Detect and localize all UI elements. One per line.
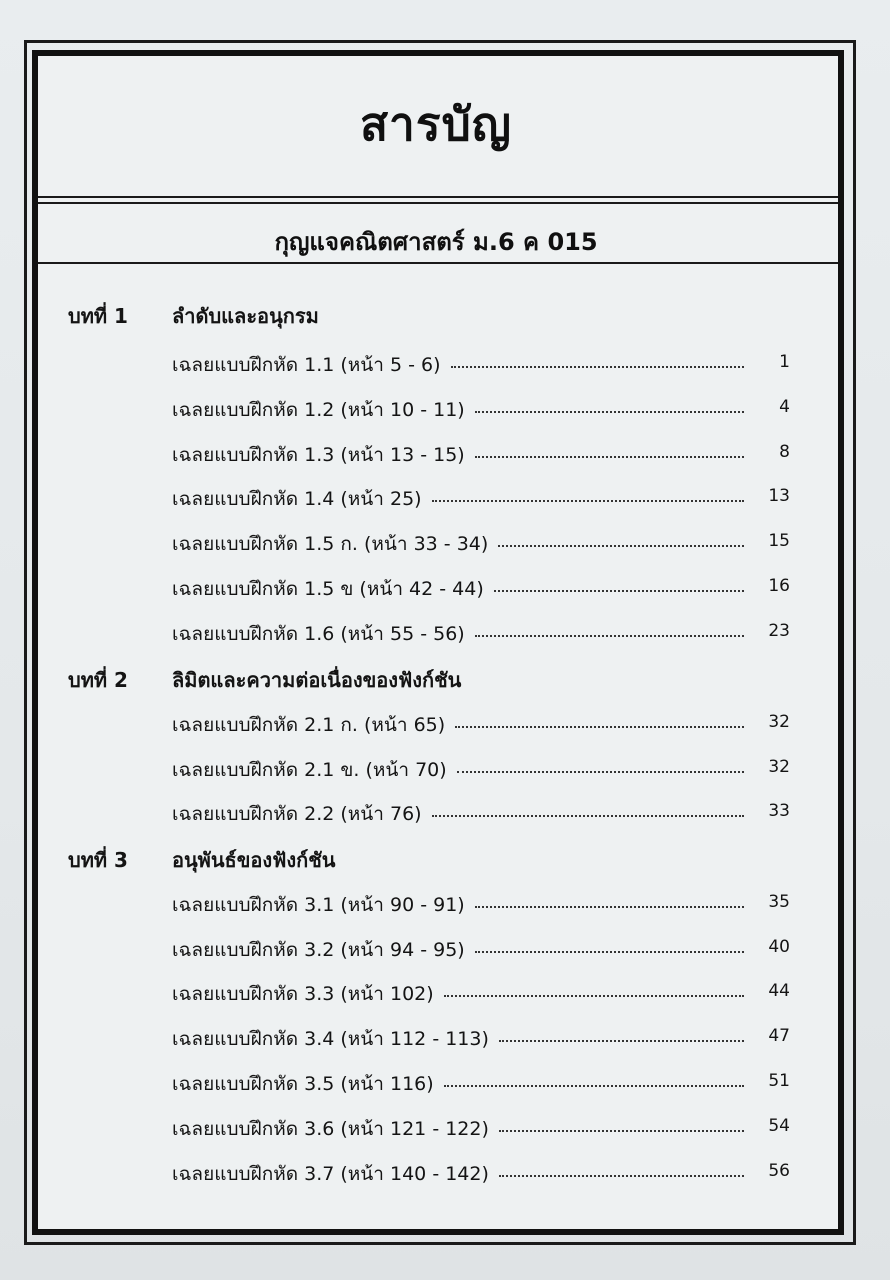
entry-page-number: 32 xyxy=(768,757,790,777)
dot-leader xyxy=(444,995,744,997)
dot-leader xyxy=(499,1175,744,1177)
dot-leader xyxy=(455,726,744,728)
chapter-number: บทที่ 1 xyxy=(68,304,128,328)
book-subtitle: กุญแจคณิตศาสตร์ ม.6 ค 015 xyxy=(274,228,598,256)
toc-entry xyxy=(172,979,790,1009)
dot-leader xyxy=(475,456,744,458)
dot-leader xyxy=(444,1085,744,1087)
entry-label: เฉลยแบบฝึกหัด 1.6 (หน้า 55 - 56) xyxy=(172,623,465,645)
entry-page-number: 13 xyxy=(768,486,790,506)
entry-label: เฉลยแบบฝึกหัด 3.7 (หน้า 140 - 142) xyxy=(172,1163,489,1185)
dot-leader xyxy=(475,951,744,953)
toc-entry xyxy=(172,574,790,604)
entry-page-number: 44 xyxy=(768,981,790,1001)
dot-leader xyxy=(432,500,744,502)
entry-label: เฉลยแบบฝึกหัด 3.4 (หน้า 112 - 113) xyxy=(172,1028,489,1050)
toc-entry xyxy=(172,395,790,425)
dot-leader xyxy=(475,635,744,637)
toc-entry xyxy=(172,890,790,920)
entry-label: เฉลยแบบฝึกหัด 3.2 (หน้า 94 - 95) xyxy=(172,939,465,961)
toc-entry xyxy=(172,799,790,829)
entry-page-number: 35 xyxy=(768,892,790,912)
entry-label: เฉลยแบบฝึกหัด 1.3 (หน้า 13 - 15) xyxy=(172,444,465,466)
toc-entry xyxy=(172,935,790,965)
toc-entry xyxy=(172,710,790,740)
toc-entry xyxy=(172,440,790,470)
entry-page-number: 4 xyxy=(779,397,790,417)
page-title: สารบัญ xyxy=(359,97,512,151)
dot-leader xyxy=(499,1040,744,1042)
entry-page-number: 15 xyxy=(768,531,790,551)
entry-page-number: 33 xyxy=(768,801,790,821)
entry-page-number: 23 xyxy=(768,621,790,641)
entry-label: เฉลยแบบฝึกหัด 2.1 ข. (หน้า 70) xyxy=(172,759,447,781)
dot-leader xyxy=(457,771,744,773)
chapter-title: ลำดับและอนุกรม xyxy=(172,304,319,328)
dot-leader xyxy=(475,411,744,413)
entry-page-number: 40 xyxy=(768,937,790,957)
entry-page-number: 16 xyxy=(768,576,790,596)
dot-leader xyxy=(498,545,744,547)
entry-label: เฉลยแบบฝึกหัด 2.2 (หน้า 76) xyxy=(172,803,422,825)
entry-label: เฉลยแบบฝึกหัด 1.5 ข (หน้า 42 - 44) xyxy=(172,578,484,600)
entry-page-number: 54 xyxy=(768,1116,790,1136)
entry-label: เฉลยแบบฝึกหัด 2.1 ก. (หน้า 65) xyxy=(172,714,446,736)
entry-label: เฉลยแบบฝึกหัด 1.5 ก. (หน้า 33 - 34) xyxy=(172,533,489,555)
toc-entry xyxy=(172,529,790,559)
entry-label: เฉลยแบบฝึกหัด 1.4 (หน้า 25) xyxy=(172,488,422,510)
entry-label: เฉลยแบบฝึกหัด 3.6 (หน้า 121 - 122) xyxy=(172,1118,489,1140)
toc-entry xyxy=(172,350,790,380)
entry-page-number: 1 xyxy=(779,352,790,372)
chapter-number: บทที่ 2 xyxy=(68,668,128,692)
entry-page-number: 47 xyxy=(768,1026,790,1046)
toc-entry xyxy=(172,1069,790,1099)
entry-label: เฉลยแบบฝึกหัด 3.1 (หน้า 90 - 91) xyxy=(172,894,465,916)
dot-leader xyxy=(475,906,744,908)
toc-entry xyxy=(172,1114,790,1144)
entry-page-number: 32 xyxy=(768,712,790,732)
entry-page-number: 51 xyxy=(768,1071,790,1091)
entry-page-number: 8 xyxy=(779,442,790,462)
toc-entry xyxy=(172,1159,790,1189)
toc-entry xyxy=(172,755,790,785)
chapter-number: บทที่ 3 xyxy=(68,848,128,872)
entry-page-number: 56 xyxy=(768,1161,790,1181)
toc-entry xyxy=(172,1024,790,1054)
dot-leader xyxy=(494,590,744,592)
entry-label: เฉลยแบบฝึกหัด 1.2 (หน้า 10 - 11) xyxy=(172,399,465,421)
toc-entry xyxy=(172,484,790,514)
dot-leader xyxy=(432,815,744,817)
entry-label: เฉลยแบบฝึกหัด 3.5 (หน้า 116) xyxy=(172,1073,434,1095)
entry-label: เฉลยแบบฝึกหัด 1.1 (หน้า 5 - 6) xyxy=(172,354,441,376)
entry-label: เฉลยแบบฝึกหัด 3.3 (หน้า 102) xyxy=(172,983,434,1005)
toc-entry xyxy=(172,619,790,649)
chapter-title: อนุพันธ์ของฟังก์ชัน xyxy=(172,848,336,872)
dot-leader xyxy=(499,1130,744,1132)
chapter-title: ลิมิตและความต่อเนื่องของฟังก์ชัน xyxy=(172,668,462,692)
dot-leader xyxy=(451,366,744,368)
